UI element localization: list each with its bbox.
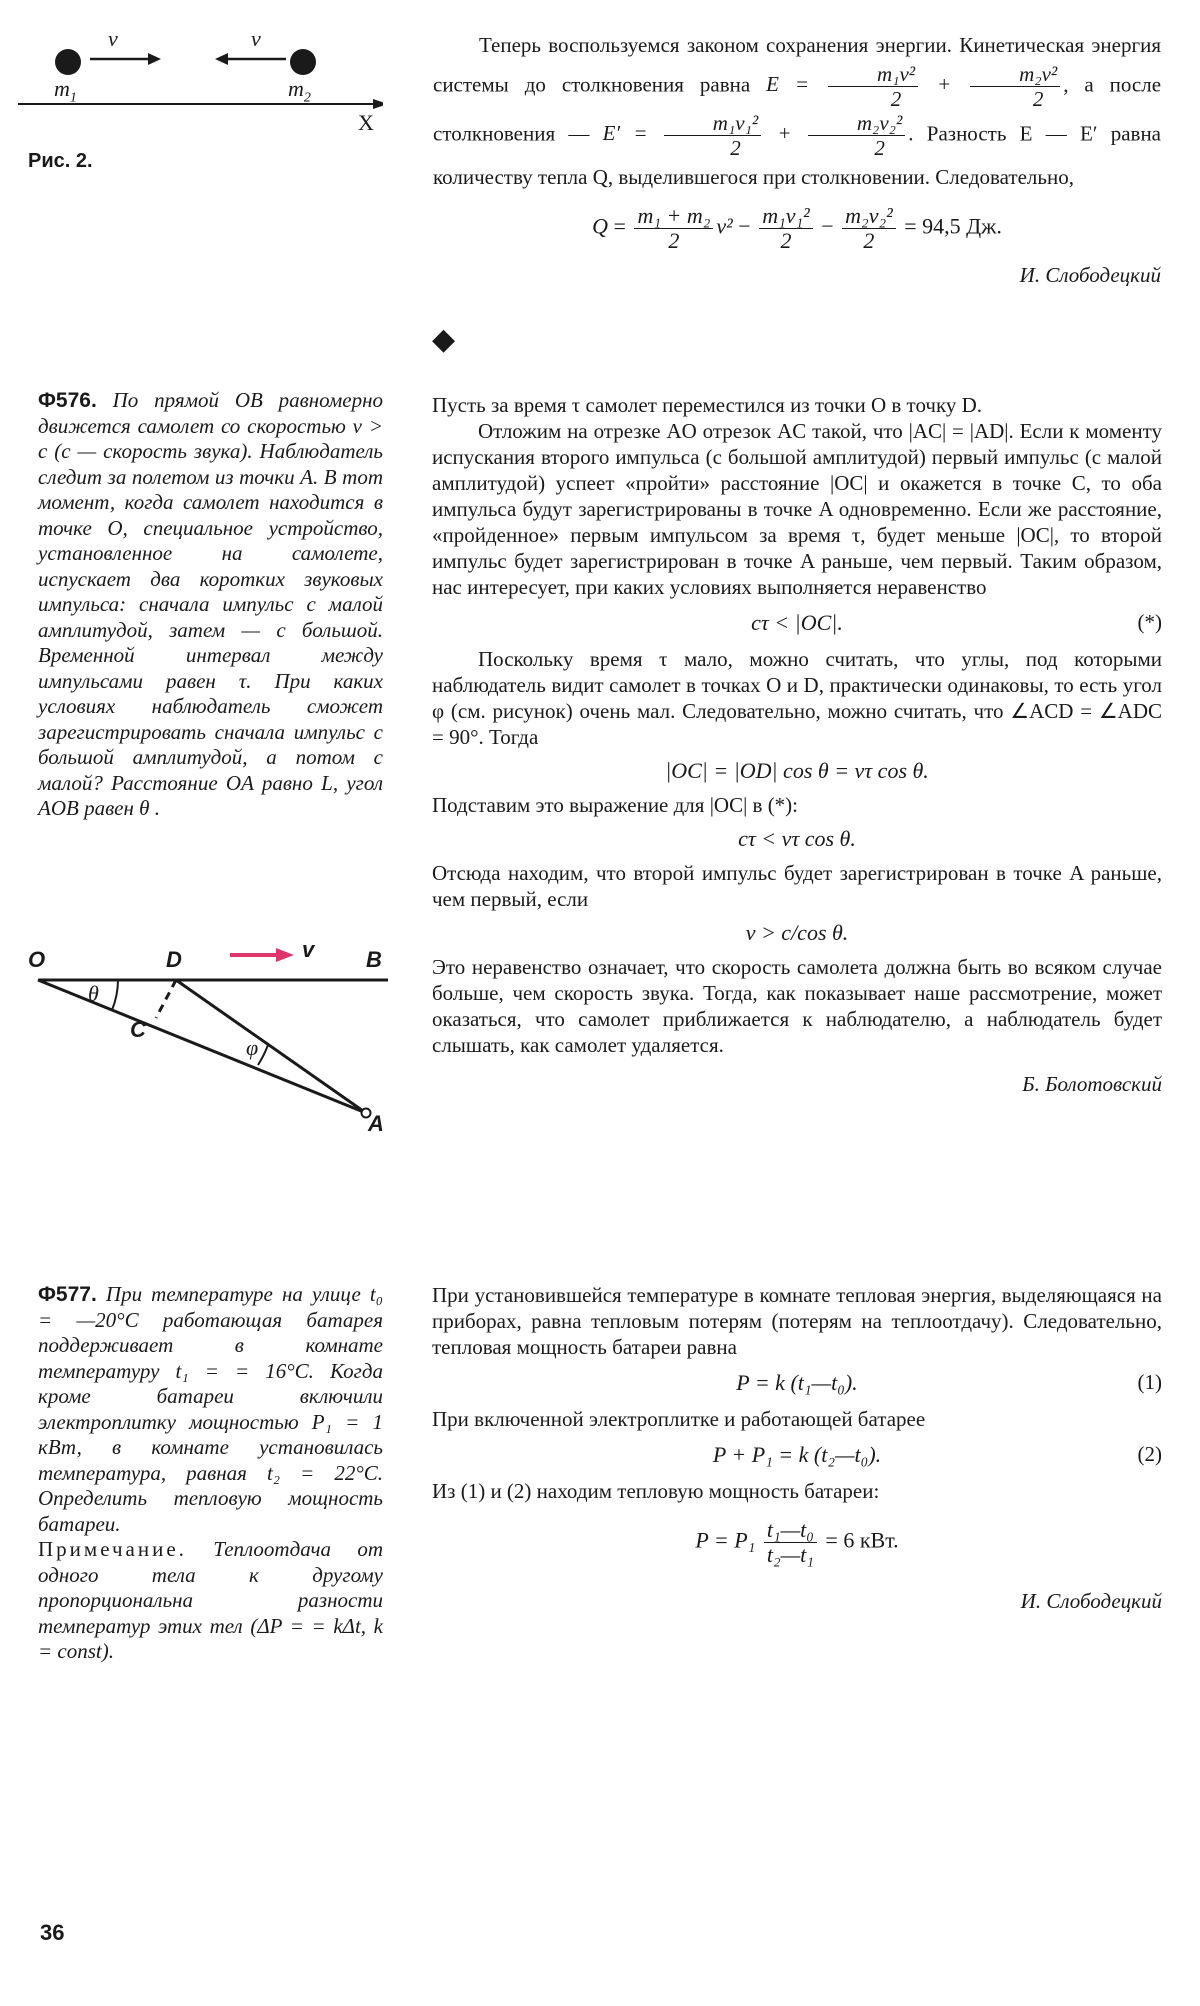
sol576-p1: Пусть за время τ самолет переместился из точки O в точку D. bbox=[432, 393, 983, 417]
formula-1: P = k (t₁—t₀). (1) bbox=[736, 1370, 1162, 1395]
label-B: B bbox=[366, 947, 382, 972]
solution-575 bbox=[433, 28, 1161, 288]
sol577-author: И. Слободецкий bbox=[1020, 1589, 1162, 1613]
label-v-left: v bbox=[108, 26, 118, 51]
note-text: Теплоотдача от одного тела к другому пропорциональна разности температур этих тел (ΔP = = kΔt, k = const). bbox=[38, 1537, 383, 1663]
problem-576-text: По прямой OB равномерно движется самолет со скоростью v > c (c — скорость звука). Наблюдатель следит за полетом из точки A. В тот момент, когда самолет находится в точке O, специальное устройство, установленное на самолете, испускает два коротких звуковых импульса: сначала импульс с малой амплитудой, затем — с большой. Временной интервал между импульсами равен τ. При каких условиях наблюдатель сможет зарегистрировать сначала импульс с большой амплитудой, а потом с малой? Расстояние OA равно L, угол AOB равен θ . bbox=[38, 388, 384, 820]
formula-E-before: E = $\frac{\text{m₁v²}}{2}$ + $\frac{\text{m₂v²}}{2}$ bbox=[766, 72, 1063, 96]
formula-star: cτ < |OC|. (*) bbox=[751, 610, 1162, 635]
problem-577 bbox=[38, 1282, 383, 1665]
page-number: 36 bbox=[40, 1920, 65, 1945]
label-v: v bbox=[302, 937, 315, 962]
x-axis-head bbox=[373, 99, 383, 109]
sol577-p2: При включенной электроплитке и работающей батарее bbox=[432, 1407, 926, 1431]
problem-576-label: Ф576. bbox=[38, 389, 97, 412]
ball-m1 bbox=[55, 49, 81, 75]
sol575-author: И. Слободецкий bbox=[1019, 263, 1161, 287]
sol577-p3: Из (1) и (2) находим тепловую мощность батареи: bbox=[432, 1479, 880, 1503]
formula-OC: |OC| = |OD| cos θ = vτ cos θ. bbox=[665, 758, 929, 783]
sol576-p5: Отсюда находим, что второй импульс будет зарегистрирован в точке A раньше, чем первый, если bbox=[432, 861, 1162, 911]
sol575-paragraph: Теперь воспользуемся законом сохранения энергии. Кинетическая энергия системы до столкновения равна E = $\frac{\text{m₁v²}}{2}$ + $\frac{\text{m₂v²}}{2}$ , а после столкновения — E′ = $\frac{\text{m₁v₁²}}{2}$ + $\frac{\text{m₂v₂²}}{2}$ . Разность E — E′ равна количеству тепла Q, выделившегося при столкновении. Следовательно, bbox=[433, 33, 1162, 189]
figure-576 bbox=[28, 935, 398, 1135]
label-O: O bbox=[28, 947, 46, 972]
note-label: Примечание. bbox=[38, 1537, 187, 1561]
sol576-p3: Поскольку время τ мало, можно считать, что углы, под которыми наблюдатель видит самолет в точках O и D, практически одинаковы, то есть угол φ (см. рисунок) очень мал. Следовательно, можно считать, что ∠ACD = ∠ADC = 90°. Тогда bbox=[432, 647, 1162, 749]
sol576-p4: Подставим это выражение для |OC| в (*): bbox=[432, 793, 799, 817]
formula-2: P + P₁ = k (t₂—t₀). (2) bbox=[712, 1442, 1162, 1467]
sol576-p6: Это неравенство означает, что скорость самолета должна быть во всяком случае больше, чем скорость звука. Тогда, как показывает наше рассмотрение, может оказаться, что самолет приближается к наблюдателю, а наблюдатель будет слышать, как самолет удаляется. bbox=[432, 955, 1162, 1057]
arc-phi bbox=[258, 1045, 268, 1065]
label-m2: $m_2$ bbox=[288, 76, 311, 106]
sol576-p2: Отложим на отрезке AO отрезок AC такой, что |AC| = |AD|. Если к моменту испускания второго импульса (с большой амплитудой) первый импульс (с малой амплитудой) успеет «пройти» расстояние |OC| и окажется в точке C, то оба импульса будут зарегистрированы в точке A одновременно. Если же расстояние, «пройденное» первым импульсом за время τ, будет меньше |OC|, то второй импульс будет зарегистрирован в точке A раньше, чем первый. Таким образом, нас интересует, при каких условиях выполняется неравенство bbox=[432, 419, 1162, 599]
label-v-right: v bbox=[251, 26, 261, 51]
formula-E-after: E′ = $\frac{\text{m₁v₁²}}{2}$ + $\frac{\text{m₂v₂²}}{2}$ bbox=[603, 121, 909, 145]
label-A: A bbox=[368, 1111, 384, 1136]
label-theta: θ bbox=[88, 981, 99, 1006]
label-C: C bbox=[130, 1017, 146, 1042]
velocity-arrow-head bbox=[276, 948, 294, 962]
solution-577 bbox=[432, 1282, 1162, 1614]
label-phi: φ bbox=[246, 1035, 259, 1060]
problem-577-text: При температуре на улице t₀ = —20°C работающая батарея поддерживает в комнате температуру t₁ = = 16°C. Когда кроме батареи включили электроплитку мощностью P₁ = 1 кВт, в комнате установилась температура, равная t₂ = 22°C. Определить тепловую мощность батареи. bbox=[38, 1282, 384, 1536]
arrow-right-head bbox=[148, 53, 161, 65]
formula-ctau: cτ < vτ cos θ. bbox=[738, 826, 856, 851]
label-x: X bbox=[358, 110, 374, 135]
label-D: D bbox=[166, 947, 182, 972]
formula-v: v > c/cos θ. bbox=[745, 920, 849, 945]
sol577-p1: При установившейся температуре в комнате тепловая энергия, выделяющаяся на приборах, равна тепловым потерям (потерям на теплоотдачу). Следовательно, тепловая мощность батареи равна bbox=[432, 1283, 1162, 1359]
problem-577-label: Ф577. bbox=[38, 1283, 97, 1306]
arc-theta bbox=[112, 980, 118, 1010]
label-m1: $m_1$ bbox=[54, 76, 77, 106]
problem-576 bbox=[38, 388, 383, 822]
arrow-left-head bbox=[215, 53, 228, 65]
ball-m2 bbox=[290, 49, 316, 75]
figure-576-drawing bbox=[28, 935, 398, 1135]
line-DC bbox=[156, 980, 176, 1018]
sol576-author: Б. Болотовский bbox=[1022, 1072, 1162, 1096]
separator-diamond: ◆ bbox=[432, 323, 456, 356]
figure-2-caption: Рис. 2. bbox=[28, 150, 93, 172]
figure-2 bbox=[18, 20, 383, 140]
formula-3: P = P₁ $\frac{\text{t₁—t₀}}{\text{t₂—t₁}}$ = 6 кВт. bbox=[695, 1517, 899, 1567]
formula-Q: Q = $\frac{\text{m₁ + m₂}}{2}$ v² − $\frac{\text{m₁v₁²}}{2}$ − $\frac{\text{m₂v₂²}}{2}$ = 94,5 Дж. bbox=[592, 203, 1002, 253]
solution-576 bbox=[432, 392, 1162, 1097]
